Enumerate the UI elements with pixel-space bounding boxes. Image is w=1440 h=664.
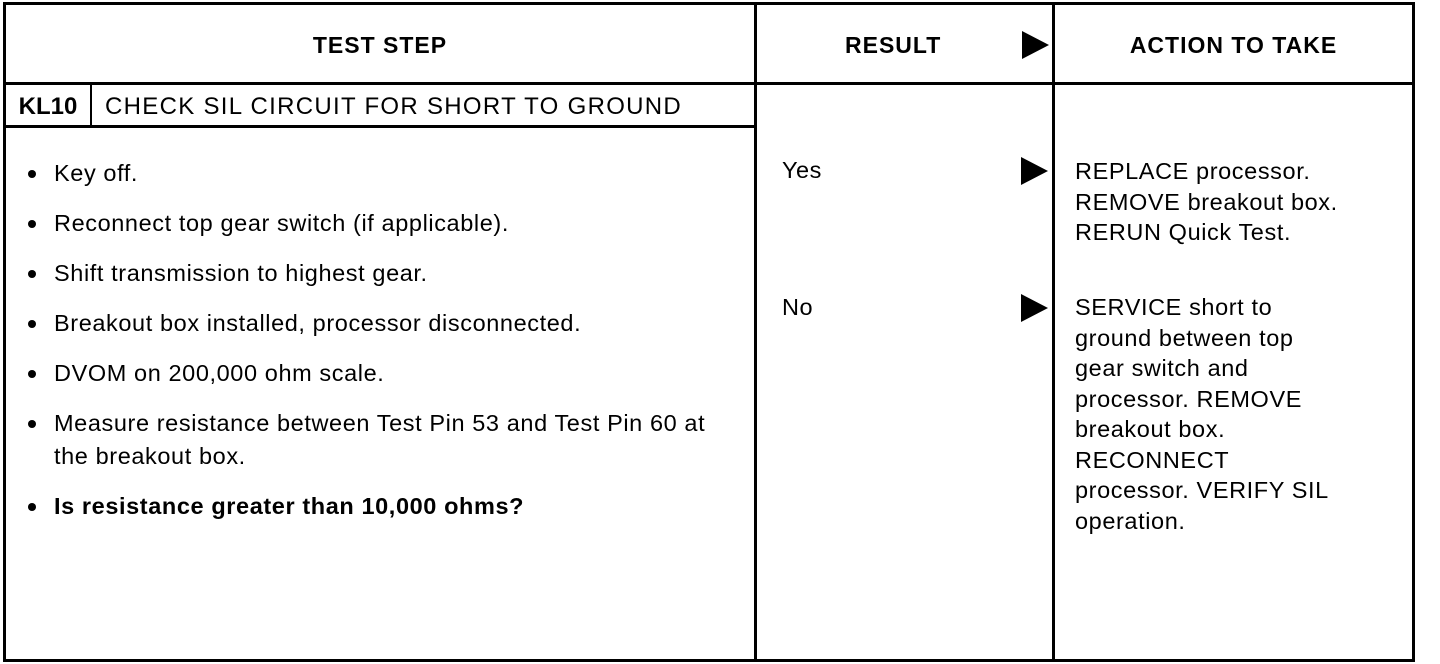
bullet-icon [28, 170, 36, 178]
header-result [757, 5, 1052, 85]
bullet-icon [28, 220, 36, 228]
instruction-item: DVOM on 200,000 ohm scale. [26, 357, 731, 390]
header-result-label: RESULT [845, 31, 942, 58]
no-arrow-icon [1021, 294, 1048, 322]
result-yes: Yes [782, 157, 822, 183]
yes-arrow-icon [1021, 157, 1048, 185]
instruction-item: Key off. [26, 157, 731, 190]
header-arrow-icon [1022, 31, 1049, 59]
instruction-list [26, 157, 731, 540]
instruction-item: Shift transmission to highest gear. [26, 257, 731, 290]
action-no: SERVICE short to ground between top gear switch and processor. REMOVE breakout box. RECONNECT processor. VERIFY SIL operation. [1075, 294, 1329, 534]
column-divider [754, 5, 757, 659]
instruction-item: Breakout box installed, processor disconnected. [26, 307, 731, 340]
bullet-icon [28, 503, 36, 511]
step-heading [6, 85, 754, 128]
step-id: KL10 [6, 85, 92, 128]
bullet-icon [28, 370, 36, 378]
column-divider [1052, 5, 1055, 659]
bullet-icon [28, 270, 36, 278]
instruction-item: Measure resistance between Test Pin 53 and Test Pin 60 at the breakout box. [26, 407, 731, 473]
header-test-step [6, 5, 754, 85]
instruction-item: Reconnect top gear switch (if applicable). [26, 207, 731, 240]
bullet-icon [28, 320, 36, 328]
bullet-icon [28, 420, 36, 428]
action-yes: REPLACE processor. REMOVE breakout box. RERUN Quick Test. [1075, 158, 1338, 245]
header-test-step-label: TEST STEP [312, 31, 448, 58]
step-title: CHECK SIL CIRCUIT FOR SHORT TO GROUND [105, 92, 683, 120]
header-action-label: ACTION TO TAKE [1129, 31, 1338, 58]
instruction-question: Is resistance greater than 10,000 ohms? [26, 490, 731, 523]
header-action [1055, 5, 1412, 85]
result-no: No [782, 294, 814, 320]
